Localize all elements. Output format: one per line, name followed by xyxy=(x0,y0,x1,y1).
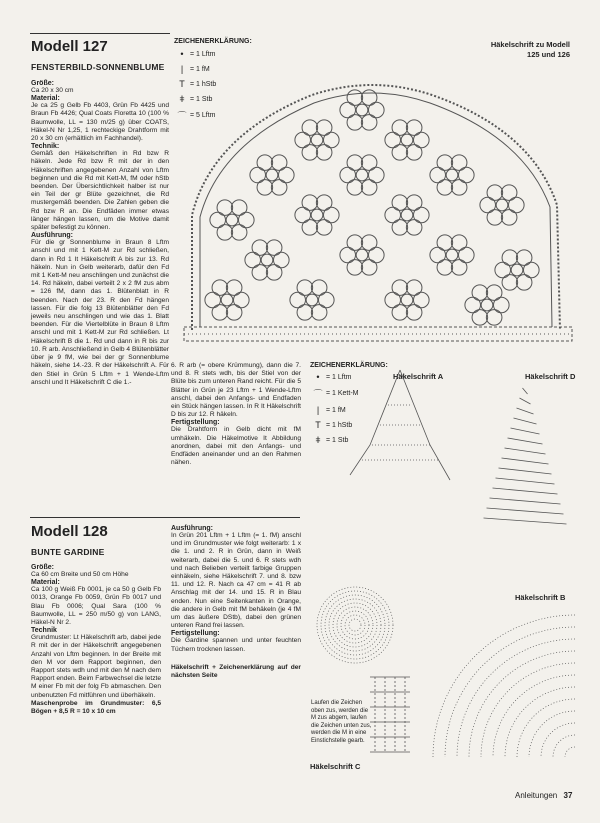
flower-petal xyxy=(302,120,318,136)
model-127-title: Modell 127 xyxy=(31,38,108,55)
sc-icon: | xyxy=(316,405,320,415)
flower-petal xyxy=(271,155,287,171)
flower-center xyxy=(226,214,238,226)
flower-petal xyxy=(316,120,332,136)
flower-petal xyxy=(347,90,363,106)
flower-petal xyxy=(459,247,475,263)
flower-petal xyxy=(361,115,377,131)
diagram-d xyxy=(455,378,580,538)
flower-petal xyxy=(414,207,430,223)
flower-center xyxy=(221,294,233,306)
flower-petal xyxy=(502,250,518,266)
quarter-ring xyxy=(433,615,575,757)
hdc-icon: T xyxy=(315,420,321,430)
legend-item: = 1 Stb xyxy=(326,436,349,444)
legend-item: = 1 fM xyxy=(326,406,346,414)
leaf-row xyxy=(493,488,558,494)
flower-petal xyxy=(406,195,422,211)
flower-petal xyxy=(451,260,467,276)
leaf-row xyxy=(508,438,543,444)
flower-petal xyxy=(252,240,268,256)
flower-petal xyxy=(316,145,332,161)
flower-petal xyxy=(311,280,327,296)
quarter-ring xyxy=(469,651,575,757)
quarter-ring xyxy=(445,627,575,757)
chain-icon: • xyxy=(180,49,184,59)
legend-2-title: ZEICHENERKLÄRUNG: xyxy=(310,362,388,369)
leaf-row xyxy=(499,468,552,474)
flower-petal xyxy=(472,285,488,301)
flower-petal xyxy=(347,260,363,276)
flower-petal xyxy=(437,235,453,251)
legend-item: = 1 fM xyxy=(190,65,210,73)
legend-item: = 1 Lftm xyxy=(326,373,352,381)
flower-petal xyxy=(369,167,385,183)
flower-petal xyxy=(239,212,255,228)
legend-1-title: ZEICHENERKLÄRUNG: xyxy=(174,38,252,45)
flower-petal xyxy=(406,120,422,136)
flower-center xyxy=(401,209,413,221)
fertigstellung-label: Fertigstellung: xyxy=(171,419,220,427)
slip-stitch-icon: ⌒ xyxy=(313,389,323,399)
footer xyxy=(515,791,572,800)
flower-curtain-diagram xyxy=(172,65,580,350)
flower-petal xyxy=(210,212,226,228)
round-ring xyxy=(317,587,393,663)
material-text: Je ca 25 g Gelb Fb 4403, Grün Fb 4425 und Braun Fb 4426; Qual Coats Floretta 10 (100 % Baumwolle, LL = 130 m/25 g) über COATS, Häkel-N Nr 1,25, 1 rechteckige Drahtform mit 20 x 30 cm (erhältlich im Fachhandel). xyxy=(31,102,169,143)
flower-petal xyxy=(245,252,261,268)
flower-petal xyxy=(302,195,318,211)
flower-petal xyxy=(385,292,401,308)
flower-petal xyxy=(406,280,422,296)
caption-b: Häkelschrift B xyxy=(515,593,566,602)
page-number: 37 xyxy=(563,791,573,800)
flower-petal xyxy=(311,305,327,321)
quarter-ring xyxy=(481,663,575,757)
flower-petal xyxy=(271,180,287,196)
model-128-title: Modell 128 xyxy=(31,523,108,540)
ausfuehrung-text: Für die gr Sonnenblume in Braun 8 Lftm anschl und mit 1 Kett-M zur Rd schließen, dann in Rd 1 It Häkelschrift A bis zur 13. Rd häkeln. Nun in Gelb weiterarb, dafür den Fd mit 1 Kett-M neu anschlingen und zunächst die 14. Rd häkeln, dabei verteilt 2 x 2 fM zus abm = 126 fM, dann das 1. Blütenblatt in R beenden. Nach der 23. R den Fd hängen lassen. Für die folg 13 Blütenblätter den Fd jeweils neu anschlingen und wie das 1. Blatt beenden. Für die Viertelblüte in Braun 8 Lftm anschl und mit 1 Kett-M zur Rd schließen. Lt Häkelschrift B die 1. Rd und dann in R bis zur 10. R arb. Anschließend in Gelb 4 Blütenblätter über je 9 fM, wie bei der gr Sonnenblume häkeln, siehe 14.-23. R der Häkelschrift A. Für den Stiel in Grün 5 Lftm + 1 Wende-Lftm anschl und It Häkelschrift C die 1.- xyxy=(31,239,169,386)
size-label: Größe: xyxy=(31,564,54,571)
flower-petal xyxy=(486,285,502,301)
flower-petal xyxy=(495,262,511,278)
diagram-1-caption: Häkelschrift zu Modell 125 und 126 xyxy=(490,40,570,59)
flower-center xyxy=(306,294,318,306)
technik-text: Gemäß den Häkelschriften in Rd bzw R häkeln. Jede Rd bzw R mit der in den Häkelschriften angegebenen Anzahl von Lftm beginnen und die Rd mit Kett-M, fM oder hStb beenden. Der Übersichtlichkeit halber ist nur ein Teil der gr Blüte gezeichnet, die Rd mustergemäß beenden. Die Zahlen geben die Rd bzw R an. Die Endfäden immer etwas länger hängen lassen, um die Motive damit später befestigt zu können. xyxy=(31,150,169,232)
dc-icon: ǂ xyxy=(179,94,185,104)
flower-petal xyxy=(295,207,311,223)
flower-petal xyxy=(414,292,430,308)
flower-center xyxy=(356,249,368,261)
model-128-text xyxy=(31,564,161,716)
flower-petal xyxy=(369,247,385,263)
legend-item: = 1 Stb xyxy=(190,95,213,103)
leaf-row xyxy=(487,508,564,514)
leaf-row xyxy=(496,478,555,484)
flower-petal xyxy=(250,167,266,183)
model-128-continuation xyxy=(171,525,301,680)
flower-center xyxy=(446,169,458,181)
flower-petal xyxy=(302,145,318,161)
flower-petal xyxy=(392,195,408,211)
flower-petal xyxy=(257,180,273,196)
flower-petal xyxy=(459,167,475,183)
flower-petal xyxy=(451,155,467,171)
flower-petal xyxy=(487,185,503,201)
legend-item: = 1 hStb xyxy=(190,80,217,88)
quarter-ring xyxy=(565,747,575,757)
probe-text: Maschenprobe im Grundmuster: 6,5 Bögen + 8,5 R = 10 x 10 cm xyxy=(31,699,161,716)
size-label: Größe: xyxy=(31,80,54,87)
flower-petal xyxy=(414,132,430,148)
model-127-text xyxy=(31,80,169,387)
grundmuster-text: Grundmuster: Lt Häkelschrift arb, dabei jede R mit der in der Häkelschrift angegebenen Anzahl von Lftm beginnen. In der Breite mit den M vor dem Rapport beginnen, den Rapport stets wdh und mit den M nach dem Rapport enden. Beim Farbwechsel die letzte M einer Fb mit der folg Fb abmaschen. Den unbenutzten Fd mitführen und überhäkeln. xyxy=(31,634,161,699)
flower-petal xyxy=(392,305,408,321)
flower-petal xyxy=(274,252,290,268)
flower-petal xyxy=(205,292,221,308)
caption-d: Häkelschrift D xyxy=(525,372,576,381)
quarter-ring xyxy=(541,723,575,757)
flower-petal xyxy=(217,225,233,241)
flower-petal xyxy=(361,90,377,106)
flower-petal xyxy=(392,220,408,236)
material-label: Material: xyxy=(31,579,60,587)
flower-petal xyxy=(340,247,356,263)
round-ring xyxy=(333,603,377,647)
quarter-ring xyxy=(505,687,575,757)
round-ring xyxy=(337,607,373,643)
flower-petal xyxy=(524,262,540,278)
footer-section: Anleitungen xyxy=(515,791,558,800)
flower-petal xyxy=(516,250,532,266)
flower-petal xyxy=(486,310,502,326)
flower-center xyxy=(401,294,413,306)
leaf-row xyxy=(505,448,546,454)
flower-center xyxy=(496,199,508,211)
legend-item: = 1 Lftm xyxy=(190,50,216,58)
leaf-row xyxy=(490,498,561,504)
flower-petal xyxy=(501,210,517,226)
flower-petal xyxy=(297,305,313,321)
dc-icon: ǂ xyxy=(315,435,321,445)
flower-petal xyxy=(361,180,377,196)
caption-c: Häkelschrift C xyxy=(310,762,361,771)
hdc-icon: T xyxy=(179,79,185,89)
flower-petal xyxy=(501,185,517,201)
flower-center xyxy=(481,299,493,311)
flower-petal xyxy=(252,265,268,281)
flower-petal xyxy=(234,292,250,308)
flower-center xyxy=(446,249,458,261)
round-ring xyxy=(321,591,389,659)
flower-petal xyxy=(392,280,408,296)
fertigstellung-text: Die Drahtform in Gelb dicht mit fM umhäkeln. Die Häkelmotive It Abbildung anordnen, dabei mit den Anfangs- und Endfäden aneinander und an den Rahmen nähen. xyxy=(171,426,301,467)
flower-petal xyxy=(316,220,332,236)
flower-petal xyxy=(319,292,335,308)
flower-petal xyxy=(361,260,377,276)
flower-petal xyxy=(406,305,422,321)
flower-center xyxy=(356,104,368,116)
model-128-subtitle: BUNTE GARDINE xyxy=(31,547,105,557)
flower-petal xyxy=(231,225,247,241)
diagram-b xyxy=(415,597,580,757)
flower-center xyxy=(511,264,523,276)
flower-petal xyxy=(347,155,363,171)
model-127-subtitle: FENSTERBILD-SONNENBLUME xyxy=(31,62,165,72)
flower-petal xyxy=(437,180,453,196)
legend-item: = 1 Kett-M xyxy=(326,390,359,397)
flower-petal xyxy=(266,265,282,281)
leaf-row xyxy=(502,458,549,464)
ausfuehrung-label: Ausführung: xyxy=(171,525,213,532)
flower-petal xyxy=(279,167,295,183)
leaf-row xyxy=(520,398,531,404)
material-label: Material: xyxy=(31,95,60,103)
flower-petal xyxy=(392,145,408,161)
quarter-ring xyxy=(529,711,575,757)
flower-petal xyxy=(295,132,311,148)
ausfuehrung-label: Ausführung: xyxy=(31,232,73,240)
material-text: Ca 100 g Weiß Fb 0001, je ca 50 g Gelb Fb 0013, Orange Fb 0059, Grün Fb 0017 und Blau Fb 0006; Qual Sara (100 % Baumwolle, LL = 250 m/50 g) von LANG, Häkel-N Nr 2. xyxy=(31,586,161,627)
flower-petal xyxy=(297,280,313,296)
flower-petal xyxy=(340,167,356,183)
leaf-row xyxy=(511,428,540,434)
flower-petal xyxy=(385,207,401,223)
flower-center xyxy=(356,169,368,181)
size-value: Ca 20 x 30 cm xyxy=(31,87,74,94)
size-value: Ca 60 cm Breite und 50 cm Höhe xyxy=(31,571,129,578)
flower-petal xyxy=(487,210,503,226)
flower-petal xyxy=(217,200,233,216)
flower-petal xyxy=(302,220,318,236)
flower-petal xyxy=(516,275,532,291)
leaf-row xyxy=(484,518,567,524)
flower-petal xyxy=(406,220,422,236)
flower-center xyxy=(311,209,323,221)
flower-petal xyxy=(369,102,385,118)
leaf-row xyxy=(517,408,534,414)
side-note: Laufen die Zeichen oben zus, werden die M zus abgem, laufen die Zeichen unten zus, werden die M in eine Einstichstelle gearb. xyxy=(311,700,372,744)
technik-label: Technik: xyxy=(31,143,60,151)
flower-petal xyxy=(347,180,363,196)
flower-petal xyxy=(430,167,446,183)
flower-petal xyxy=(361,155,377,171)
model-127-continuation xyxy=(171,362,301,467)
flower-center xyxy=(401,134,413,146)
fertigstellung-label: Fertigstellung: xyxy=(171,630,220,638)
flower-petal xyxy=(385,132,401,148)
flower-petal xyxy=(406,145,422,161)
flower-petal xyxy=(502,275,518,291)
flower-petal xyxy=(509,197,525,213)
round-ring xyxy=(345,615,365,635)
chain-icon: • xyxy=(316,372,320,382)
legend-item: = 5 Lftm xyxy=(190,112,216,119)
flower-petal xyxy=(212,280,228,296)
round-ring xyxy=(325,595,385,655)
continuation-text: 6. R arb (= obere Krümmung), dann die 7. und 8. R stets wdh, bis der Stiel von der Blüte bis zum unteren Rand reicht. Für die 5 Blätter in Grün je 23 Lftm + 1 Wende-Lftm anschl, dabei den Anfangs- und Endfaden ein Stück hängen lassen. In R It Häkelschrift D bis zur 12. R häkeln. xyxy=(171,362,301,419)
flower-petal xyxy=(480,197,496,213)
flower-center xyxy=(311,134,323,146)
next-page-note: Häkelschrift + Zeichenerklärung auf der nächsten Seite xyxy=(171,663,301,680)
flower-petal xyxy=(324,207,340,223)
flower-center xyxy=(266,169,278,181)
flower-petal xyxy=(340,102,356,118)
caption-a: Häkelschrift A xyxy=(393,372,444,381)
flower-petal xyxy=(392,120,408,136)
flower-center xyxy=(261,254,273,266)
ausfuehrung-text: In Grün 201 Lftm + 1 Lftm (= 1. fM) anschl und im Grundmuster wie folgt weiterarb: 1 x die 1. und 2. R in Grün, dann in Weiß weiterarb, dabei die 5. und 6. R stets wdh und nach Belieben verteilt farbige Gruppen einhäkeln, siehe Häkelschrift 7. und 8. bzw 11. und 12. R. Nach ca 47 cm = 41 R ab Anschlag mit der 14. und 15. R in Blau enden. Nun eine Seitenkanten in Orange, die andere in Gelb mit fM behäkeln (je 4 fM um das äußere DStb), dabei den grünen unteren Rand frei lassen. xyxy=(171,532,301,630)
flower-petal xyxy=(226,280,242,296)
technik-label: Technik xyxy=(31,627,57,635)
flower-petal xyxy=(437,155,453,171)
flower-petal xyxy=(316,195,332,211)
flower-petal xyxy=(437,260,453,276)
leaf-row xyxy=(514,418,537,424)
quarter-ring xyxy=(553,735,575,757)
flower-petal xyxy=(324,132,340,148)
flower-petal xyxy=(451,235,467,251)
flower-petal xyxy=(430,247,446,263)
flower-petal xyxy=(494,297,510,313)
flower-petal xyxy=(361,235,377,251)
flower-petal xyxy=(347,235,363,251)
leaf-row xyxy=(523,388,528,394)
fertigstellung-text: Die Gardine spannen und unter feuchten Tüchern trocknen lassen. xyxy=(171,637,301,653)
flower-petal xyxy=(290,292,306,308)
arc-icon: ⌒ xyxy=(177,111,187,121)
flower-petal xyxy=(465,297,481,313)
round-ring xyxy=(349,619,361,631)
flower-petal xyxy=(226,305,242,321)
flower-petal xyxy=(231,200,247,216)
flower-petal xyxy=(472,310,488,326)
legend-item: = 1 hStb xyxy=(326,421,353,429)
sc-icon: | xyxy=(180,64,184,74)
flower-petal xyxy=(451,180,467,196)
flower-petal xyxy=(347,115,363,131)
flower-petal xyxy=(257,155,273,171)
flower-petal xyxy=(212,305,228,321)
flower-petal xyxy=(266,240,282,256)
